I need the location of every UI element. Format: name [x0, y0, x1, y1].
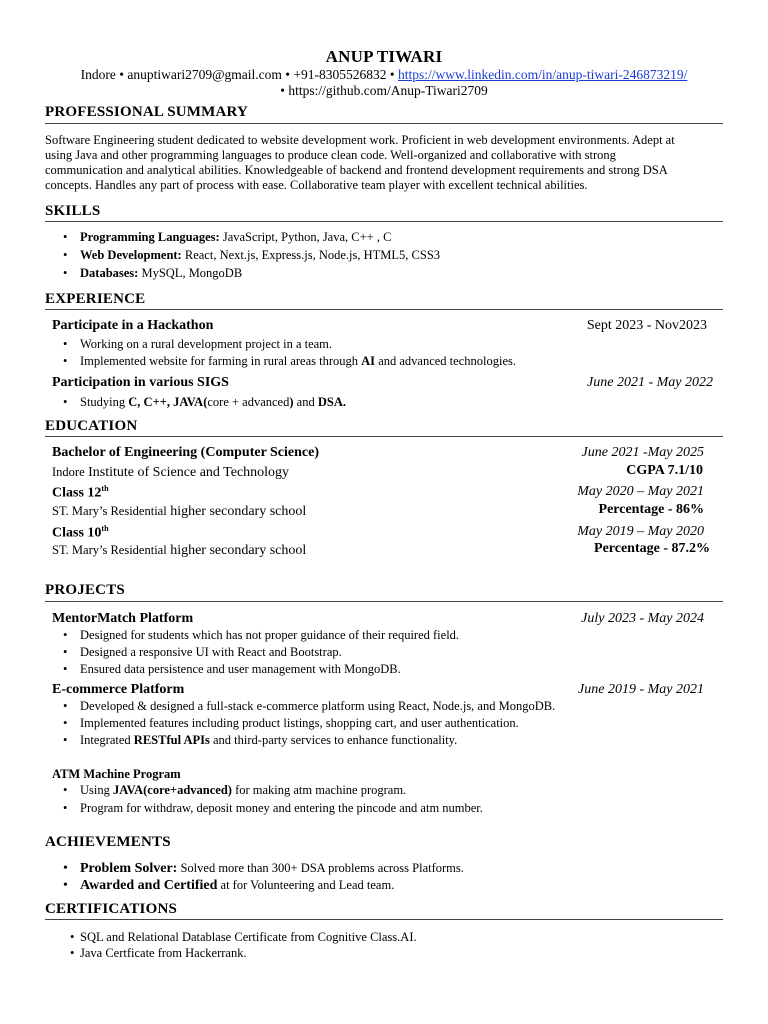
certification-text: Java Certficate from Hackerrank.: [80, 946, 247, 960]
candidate-name: ANUP TIWARI: [325, 47, 443, 66]
experience-date: Sept 2023 - Nov2023: [586, 318, 707, 333]
section-title-certifications: CERTIFICATIONS: [45, 901, 178, 917]
skill-value: React, Next.js, Express.js, Node.js, HTML5, CSS3: [181, 248, 441, 262]
degree-title: Bachelor of Engineering (Computer Science): [52, 445, 320, 460]
project-date: June 2019 - May 2021: [578, 682, 704, 697]
score: Percentage - 86%: [598, 502, 704, 517]
bullet-icon: •: [63, 716, 68, 730]
section-divider: [45, 919, 723, 920]
achievement-value: Solved more than 300+ DSA problems across Platforms.: [177, 861, 464, 875]
project-bullet: [63, 801, 483, 816]
location: Indore: [80, 67, 116, 82]
bullet-text: Working on a rural development project in a team.: [80, 337, 333, 351]
bullet-text: Designed for students which has not proper guidance of their required field.: [80, 628, 460, 642]
achievement-label: Awarded and Certified: [80, 878, 218, 893]
certification-item: [70, 946, 247, 961]
bullet-icon: •: [63, 266, 68, 280]
section-title-achievements: ACHIEVEMENTS: [45, 834, 171, 850]
degree-text: Class 12: [52, 485, 102, 501]
degree-title: [52, 524, 109, 542]
separator: •: [119, 67, 124, 82]
bullet-bold: C, C++, JAVA(: [128, 395, 208, 409]
bullet-text: and advanced technologies.: [375, 354, 516, 368]
bullet-text: Program for withdraw, deposit money and entering the pincode and atm number.: [80, 801, 483, 815]
bullet-bold: AI: [361, 354, 376, 368]
degree-sup: th: [101, 484, 109, 493]
skill-value: MySQL, MongoDB: [138, 266, 243, 280]
bullet-icon: •: [63, 662, 68, 676]
project-bullet: [63, 733, 457, 748]
degree-sup: th: [101, 524, 109, 533]
skill-label: Programming Languages:: [80, 230, 220, 244]
bullet-icon: •: [63, 801, 68, 815]
school-suffix: Institute of Science and Technology: [84, 465, 290, 480]
section-divider: [45, 309, 723, 310]
project-bullet: [63, 783, 406, 798]
experience-bullet: [63, 337, 332, 352]
bullet-icon: •: [70, 930, 75, 944]
experience-date: June 2021 - May 2022: [587, 375, 713, 390]
school-name: [52, 502, 306, 520]
bullet-text: Using: [80, 783, 113, 797]
summary-line: communication and analytical abilities. Knowledgeable of backend and frontend development requirements and strong DSA: [45, 163, 668, 177]
project-bullet: [63, 716, 519, 731]
achievement-value: at for Volunteering and Lead team.: [217, 878, 395, 892]
education-date: June 2021 -May 2025: [581, 445, 704, 460]
bullet-icon: •: [63, 337, 68, 351]
bullet-icon: •: [63, 861, 68, 876]
experience-bullet: [63, 395, 346, 410]
bullet-icon: •: [63, 733, 68, 747]
skill-label: Web Development:: [80, 248, 182, 262]
bullet-text: Designed a responsive UI with React and Bootstrap.: [80, 645, 342, 659]
separator: •: [285, 67, 291, 82]
bullet-bold: JAVA(core+advanced): [113, 783, 232, 797]
contact-line-1: [0, 67, 768, 83]
bullet-text: core + advanced: [207, 395, 290, 409]
section-title-skills: SKILLS: [45, 203, 101, 219]
bullet-icon: •: [63, 354, 68, 368]
summary-line: Software Engineering student dedicated to website development work. Proficient in web development environments. Adept at: [45, 133, 675, 147]
school-name: [52, 541, 306, 559]
bullet-bold: RESTful APIs: [133, 733, 210, 747]
skill-item: [63, 266, 242, 281]
linkedin-link[interactable]: https://www.linkedin.com/in/anup-tiwari-246873219/: [397, 67, 688, 82]
project-bullet: [63, 645, 342, 660]
bullet-icon: •: [63, 699, 68, 713]
section-divider: [45, 123, 723, 124]
github-link[interactable]: https://github.com/Anup-Tiwari2709: [288, 83, 488, 98]
achievement-item: [63, 876, 394, 894]
certification-text: SQL and Relational Datablase Certificate from Cognitive Class.AI.: [80, 930, 417, 944]
phone: +91-8305526832: [293, 67, 387, 82]
project-bullet: [63, 662, 401, 677]
project-title: E-commerce Platform: [52, 682, 185, 697]
education-date: May 2019 – May 2020: [577, 524, 704, 539]
school-suffix: higher secondary school: [166, 543, 307, 558]
bullet-icon: •: [63, 783, 68, 797]
section-title-projects: PROJECTS: [45, 582, 125, 598]
certification-item: [70, 930, 417, 945]
contact-line-2: [0, 83, 768, 99]
skill-item: [63, 230, 391, 245]
bullet-icon: •: [63, 628, 68, 642]
bullet-icon: •: [63, 395, 68, 409]
summary-line: using Java and other programming languages to produce clean code. Well-organized and collaborative with strong: [45, 148, 616, 162]
bullet-text: Ensured data persistence and user management with MongoDB.: [80, 662, 401, 676]
school-prefix: ST. Mary’s Residential: [52, 504, 167, 518]
project-title: ATM Machine Program: [52, 767, 181, 781]
achievement-label: Problem Solver:: [80, 861, 178, 876]
section-title-experience: EXPERIENCE: [45, 291, 146, 307]
education-date: May 2020 – May 2021: [577, 484, 704, 499]
school-prefix: ST. Mary’s Residential: [52, 543, 167, 557]
score: Percentage - 87.2%: [594, 541, 710, 556]
skill-label: Databases:: [80, 266, 139, 280]
achievement-item: [63, 859, 464, 877]
bullet-icon: •: [63, 230, 68, 244]
section-title-summary: PROFESSIONAL SUMMARY: [45, 104, 249, 120]
project-date: July 2023 - May 2024: [581, 611, 704, 626]
score: CGPA 7.1/10: [626, 463, 703, 478]
degree-text: Class 10: [52, 525, 102, 541]
section-title-education: EDUCATION: [45, 418, 138, 434]
bullet-text: for making atm machine program.: [231, 783, 407, 797]
skill-value: JavaScript, Python, Java, C++ , C: [219, 230, 392, 244]
bullet-icon: •: [63, 645, 68, 659]
bullet-bold: ): [289, 395, 294, 409]
school-suffix: higher secondary school: [166, 504, 307, 519]
school-name: [52, 463, 289, 481]
project-bullet: [63, 699, 555, 714]
school-prefix: Indore: [52, 465, 85, 479]
bullet-text: Implemented features including product listings, shopping cart, and user authentication.: [80, 716, 519, 730]
section-divider: [45, 601, 723, 602]
bullet-text: Implemented website for farming in rural areas through: [80, 354, 362, 368]
email: anuptiwari2709@gmail.com: [127, 67, 282, 82]
bullet-text: Integrated: [80, 733, 134, 747]
bullet-bold: DSA.: [317, 395, 346, 409]
degree-title: [52, 484, 109, 502]
skill-item: [63, 248, 440, 263]
section-divider: [45, 221, 723, 222]
separator: •: [280, 83, 285, 98]
section-divider: [45, 436, 723, 437]
bullet-icon: •: [63, 248, 68, 262]
bullet-text: and third-party services to enhance functionality.: [209, 733, 458, 747]
summary-line: concepts. Handles any part of process with ease. Collaborative team player with excellent technical abilities.: [45, 178, 588, 192]
bullet-icon: •: [63, 878, 68, 893]
experience-title: Participation in various SIGS: [52, 375, 229, 390]
bullet-text: and: [293, 395, 318, 409]
experience-bullet: [63, 354, 516, 369]
project-title: MentorMatch Platform: [52, 611, 194, 626]
bullet-icon: •: [70, 946, 75, 960]
bullet-text: Developed & designed a full-stack e-commerce platform using React, Node.js, and MongoDB.: [80, 699, 556, 713]
experience-title: Participate in a Hackathon: [52, 318, 214, 333]
project-bullet: [63, 628, 459, 643]
bullet-text: Studying: [80, 395, 129, 409]
separator: •: [389, 67, 395, 82]
